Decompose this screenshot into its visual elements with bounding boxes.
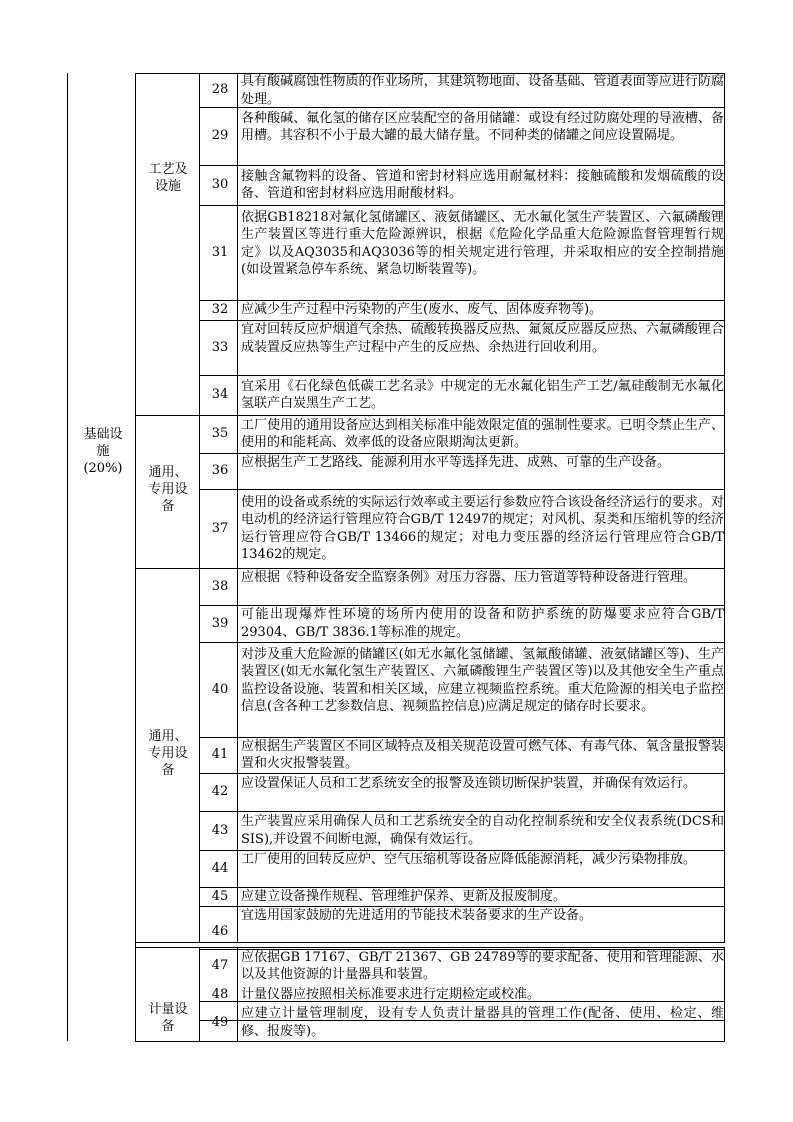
row-number: 43 — [211, 823, 229, 838]
table-right-border — [724, 568, 725, 942]
row-divider — [199, 642, 725, 643]
requirement-text: 工厂使用的通用设备应达到相关标准中能效限定值的强制性要求。已明令禁止生产、使用的和能耗高、效率低的设备应限期淘汰更新。 — [241, 417, 724, 450]
requirement-text: 具有酸碱腐蚀性物质的作业场所，其建筑物地面、设备基础、管道表面等应进行防腐处理。 — [241, 74, 724, 107]
subcategory-boundary — [135, 568, 200, 569]
row-number: 42 — [211, 784, 229, 799]
main-category-label — [70, 426, 136, 477]
row-divider — [199, 811, 725, 812]
row-number: 33 — [211, 340, 229, 355]
requirement-text: 依据GB18218对氟化氢储罐区、液氨储罐区、无水氟化氢生产装置区、六氟磷酸锂生产装置区等进行重大危险源辨识，根据《危险化学品重大危险源监督管理暂行规定》以及AQ3035和AQ3036等的相关规定进行管理，并采取相应的安全控制措施(如设置紧急停车系统、紧急切断装置等)。 — [241, 209, 724, 278]
main-category-line: 施 — [96, 444, 110, 459]
row-number: 41 — [211, 747, 229, 762]
row-number: 38 — [211, 579, 229, 594]
subcategory-line: 通用、 — [148, 465, 188, 480]
table-right-border — [724, 947, 725, 1041]
subcategory-boundary — [135, 942, 200, 943]
requirement-text: 应根据生产装置区不同区域特点及相关规范设置可燃气体、有毒气体、氧含量报警装置和火灾报警装置。 — [241, 738, 724, 771]
requirement-text: 可能出现爆炸性环境的场所内使用的设备和防护系统的防爆要求应符合GB/T 29304、GB/T 3836.1等标准的规定。 — [241, 607, 724, 640]
requirement-text: 应根据《特种设备安全监察条例》对压力容器、压力管道等特种设备进行管理。 — [241, 570, 697, 585]
row-divider — [199, 165, 725, 166]
main-category-divider — [135, 73, 136, 1041]
requirement-text: 应建立设备操作规程、管理维护保养、更新及报废制度。 — [241, 888, 567, 904]
subcategory-line: 备 — [161, 499, 175, 514]
subcategory-line: 计量设 — [148, 1002, 188, 1017]
subcategory-label — [138, 728, 198, 779]
subcategory-line: 专用设 — [148, 482, 188, 497]
main-category-line: (20%) — [83, 461, 123, 476]
subcategory-line: 专用设 — [148, 746, 188, 761]
row-divider — [199, 205, 725, 206]
row-number: 35 — [211, 426, 229, 441]
subcategory-line: 备 — [161, 1019, 175, 1034]
requirement-text: 对涉及重大危险源的储罐区(如无水氟化氢储罐、氢氟酸储罐、液氨储罐区等)、生产装置区(如无水氟化氢生产装置区、六氟磷酸锂生产装置区等)以及其他安全生产重点监控设备设施、装置和相关区域，应建立视频监控系统。重大危险源的相关电子监控信息(含各种工艺参数信息、视频监控信息)应满足规定的储存时长要求。 — [241, 646, 724, 715]
requirement-text: 宜采用《石化绿色低碳工艺名录》中规定的无水氟化铝生产工艺/氟硅酸制无水氟化氢联产白炭黑生产工艺。 — [241, 378, 724, 411]
row-divider — [199, 942, 725, 943]
requirement-text: 宜对回转反应炉烟道气余热、硫酸转换器反应热、氟氮反应器反应热、六氟磷酸锂合成装置反应热等生产过程中产生的反应热、余热进行回收利用。 — [241, 322, 724, 355]
row-number: 29 — [211, 128, 229, 143]
row-number: 32 — [211, 302, 229, 317]
subcategory-label — [138, 464, 198, 515]
subcategory-divider — [199, 415, 200, 568]
subcategory-boundary — [135, 415, 200, 416]
requirement-text: 各种酸碱、氟化氢的储存区应装配空的备用储罐：或设有经过防腐处理的导液槽、备用槽。其容积不小于最大罐的最大储存量。不同种类的储罐之间应设置隔堤。 — [241, 110, 724, 144]
requirement-text: 计量仪器应按照相关标准要求进行定期检定或校准。 — [241, 986, 541, 1002]
row-number: 28 — [211, 82, 229, 97]
table-right-border — [724, 73, 725, 415]
row-number: 30 — [211, 177, 229, 192]
subcategory-boundary — [135, 73, 200, 74]
requirement-text: 宜选用国家鼓励的先进适用的节能技术装备要求的生产设备。 — [241, 908, 593, 923]
subcategory-line: 设施 — [154, 179, 181, 194]
requirement-text: 应根据生产工艺路线、能源利用水平等选择先进、成熟、可靠的生产设备。 — [241, 454, 671, 470]
main-category-line: 基础设 — [83, 427, 123, 442]
row-number: 36 — [211, 463, 229, 478]
requirement-text: 生产装置应采用确保人员和工艺系统安全的自动化控制系统和安全仪表系统(DCS和SIS),并设置不间断电源，确保有效运行。 — [241, 814, 724, 847]
subcategory-boundary — [135, 947, 200, 948]
row-divider — [199, 1041, 725, 1042]
table-left-border — [67, 73, 68, 1041]
row-number: 48 — [211, 987, 229, 1002]
row-number: 34 — [211, 387, 229, 402]
requirement-text: 应建立计量管理制度，设有专人负责计量器具的管理工作(配备、使用、检定、维修、报废等)。 — [241, 1006, 724, 1039]
row-number: 31 — [211, 245, 229, 260]
subcategory-divider — [199, 568, 200, 942]
requirement-text: 应依据GB 17167、GB/T 21367、GB 24789等的要求配备、使用和管理能源、水以及其他资源的计量器具和装置。 — [241, 949, 724, 982]
subcategory-line: 工艺及 — [148, 162, 188, 177]
row-number: 45 — [211, 889, 229, 904]
requirement-text: 工厂使用的回转反应炉、空气压缩机等设备应降低能源消耗，减少污染物排放。 — [241, 852, 697, 867]
requirement-text: 接触含氟物料的设备、管道和密封材料应选用耐氟材料：接触硫酸和发烟硫酸的设备、管道和密封材料应选用耐酸材料。 — [241, 168, 724, 201]
subcategory-boundary — [135, 1041, 200, 1042]
requirement-text: 使用的设备或系统的实际运行效率或主要运行参数应符合该设备经济运行的要求。对电动机的经济运行管理应符合GB/T 12497的规定；对风机、泵类和压缩机等的经济运行管理应符合GB/T 13466的规定；对电力变压器的经济运行管理应符合GB/T 13462的规定。 — [241, 494, 724, 562]
row-number: 46 — [211, 924, 229, 939]
subcategory-label — [138, 161, 198, 195]
row-number: 49 — [211, 1015, 229, 1030]
subcategory-divider — [199, 73, 200, 415]
requirement-text: 应减少生产过程中污染物的产生(废水、废气、固体废弃物等)。 — [241, 302, 603, 318]
subcategory-line: 通用、 — [148, 729, 188, 744]
table-right-border — [724, 415, 725, 568]
row-number: 37 — [211, 521, 229, 536]
subcategory-divider — [199, 947, 200, 1041]
requirement-text: 应设置保证人员和工艺系统安全的报警及连锁切断保护装置，并确保有效运行。 — [241, 775, 697, 791]
subcategory-label — [138, 1001, 198, 1035]
row-number: 40 — [211, 682, 229, 697]
row-divider — [199, 489, 725, 490]
row-number: 44 — [211, 861, 229, 876]
row-number: 47 — [211, 958, 229, 973]
row-number: 39 — [211, 616, 229, 631]
row-divider — [199, 375, 725, 376]
subcategory-line: 备 — [161, 763, 175, 778]
